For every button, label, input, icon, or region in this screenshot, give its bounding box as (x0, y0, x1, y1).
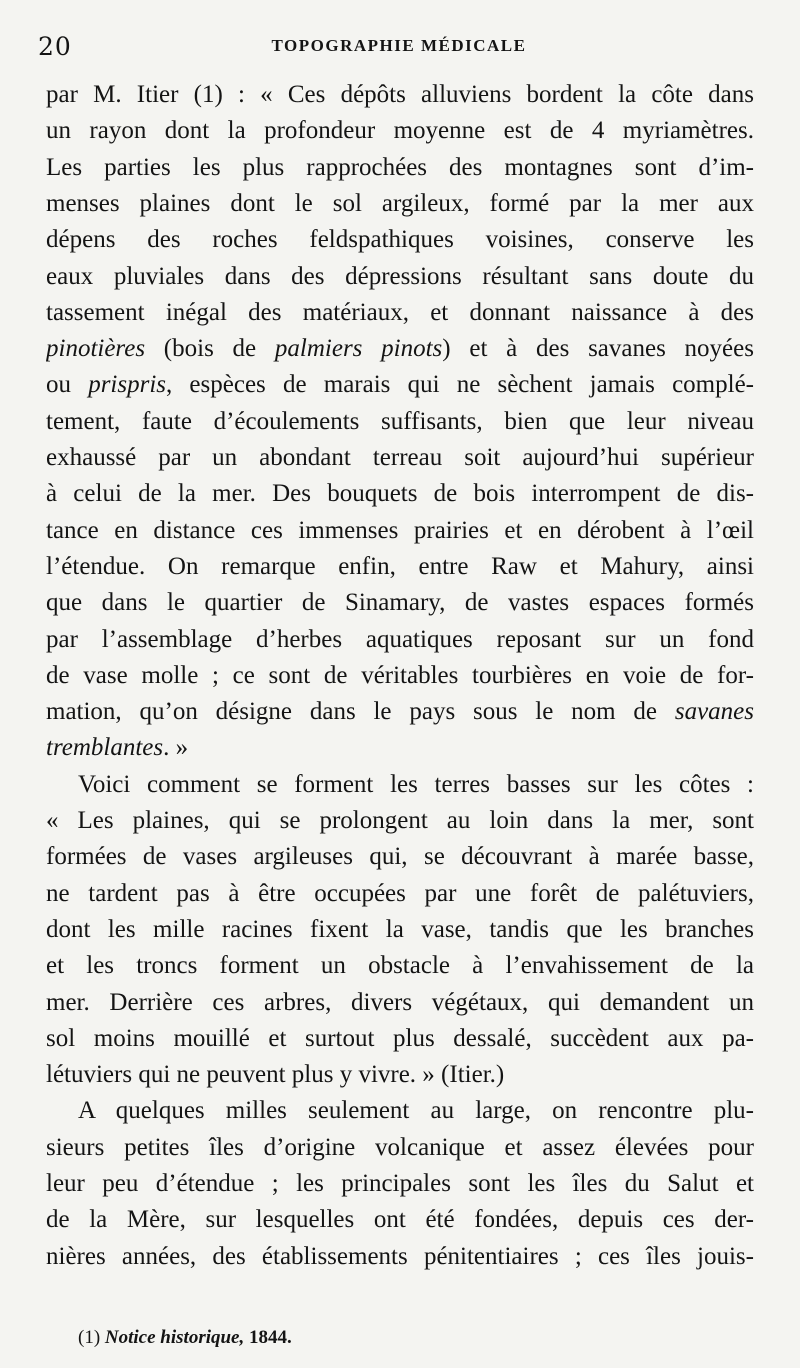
text-line: que dans le quartier de Sinamary, de vastes espaces formés (46, 589, 754, 617)
footnote-title: Notice historique, (104, 1327, 245, 1348)
text-line: l’étendue. On remarque enfin, entre Raw et Mahury, ainsi (46, 552, 754, 580)
text-line: Voici comment se forment les terres basses sur les côtes : (78, 770, 754, 798)
text-line: à celui de la mer. Des bouquets de bois interrompent de dis- (46, 480, 754, 508)
page-number: 20 (38, 32, 72, 61)
text-line: formées de vases argileuses qui, se découvrant à marée basse, (46, 843, 754, 871)
text-line: exhaussé par un abondant terreau soit aujourd’hui supérieur (46, 444, 754, 471)
text-line: mation, qu’on désigne dans le pays sous le nom de savanes (46, 698, 754, 726)
text-line: et les troncs forment un obstacle à l’envahissement de la (46, 952, 754, 980)
running-title: TOPOGRAPHIE MÉDICALE (271, 36, 527, 55)
text-line: ou prispris, espèces de marais qui ne sèchent jamais complé- (46, 371, 754, 399)
text-line: sieurs petites îles d’origine volcanique et assez élevées pour (46, 1133, 754, 1161)
text-line: un rayon dont la profondeur moyenne est de 4 myriamètres. (46, 117, 754, 145)
text-line: tement, faute d’écoulements suffisants, bien que leur niveau (46, 407, 754, 435)
text-line: menses plaines dont le sol argileux, formé par la mer aux (46, 189, 754, 217)
text-line: tassement inégal des matériaux, et donnant naissance à des (46, 298, 754, 326)
text-line: mer. Derrière ces arbres, divers végétaux, qui demandent un (46, 988, 754, 1016)
text-line: ne tardent pas à être occupées par une forêt de palétuviers, (46, 879, 754, 907)
text-line: pinotières (bois de palmiers pinots) et à des savanes noyées (46, 335, 754, 363)
text-line: nières années, des établissements pénitentiaires ; ces îles jouis- (46, 1242, 754, 1270)
text-line: « Les plaines, qui se prolongent au loin dans la mer, sont (46, 807, 754, 834)
text-line: dépens des roches feldspathiques voisines, conserve les (46, 226, 754, 254)
text-line: leur peu d’étendue ; les principales sont les îles du Salut et (46, 1170, 754, 1197)
text-line: de la Mère, sur lesquelles ont été fondées, depuis ces der- (46, 1206, 754, 1234)
footnote-marker: (1) (78, 1327, 101, 1348)
text-line: tremblantes. » (46, 734, 189, 762)
text-line: Les parties les plus rapprochées des montagnes sont d’im- (46, 153, 754, 181)
text-line: létuviers qui ne peuvent plus y vivre. » (Itier.) (46, 1061, 505, 1089)
text-line: sol moins mouillé et surtout plus dessalé, succèdent aux pa- (46, 1024, 754, 1052)
text-line: par l’assemblage d’herbes aquatiques reposant sur un fond (46, 625, 754, 653)
text-line: eaux pluviales dans des dépressions résultant sans doute du (46, 262, 754, 290)
text-line: tance en distance ces immenses prairies et en dérobent à l’œil (46, 516, 754, 544)
text-line: par M. Itier (1) : « Ces dépôts alluviens bordent la côte dans (46, 81, 754, 108)
text-line: de vase molle ; ce sont de véritables tourbières en voie de for- (46, 661, 754, 689)
footnote-year: 1844. (249, 1327, 292, 1348)
running-head (38, 32, 760, 64)
text-line: A quelques milles seulement au large, on rencontre plu- (78, 1097, 754, 1125)
text-line: dont les mille racines fixent la vase, tandis que les branches (46, 915, 754, 943)
footnote (78, 1323, 578, 1353)
